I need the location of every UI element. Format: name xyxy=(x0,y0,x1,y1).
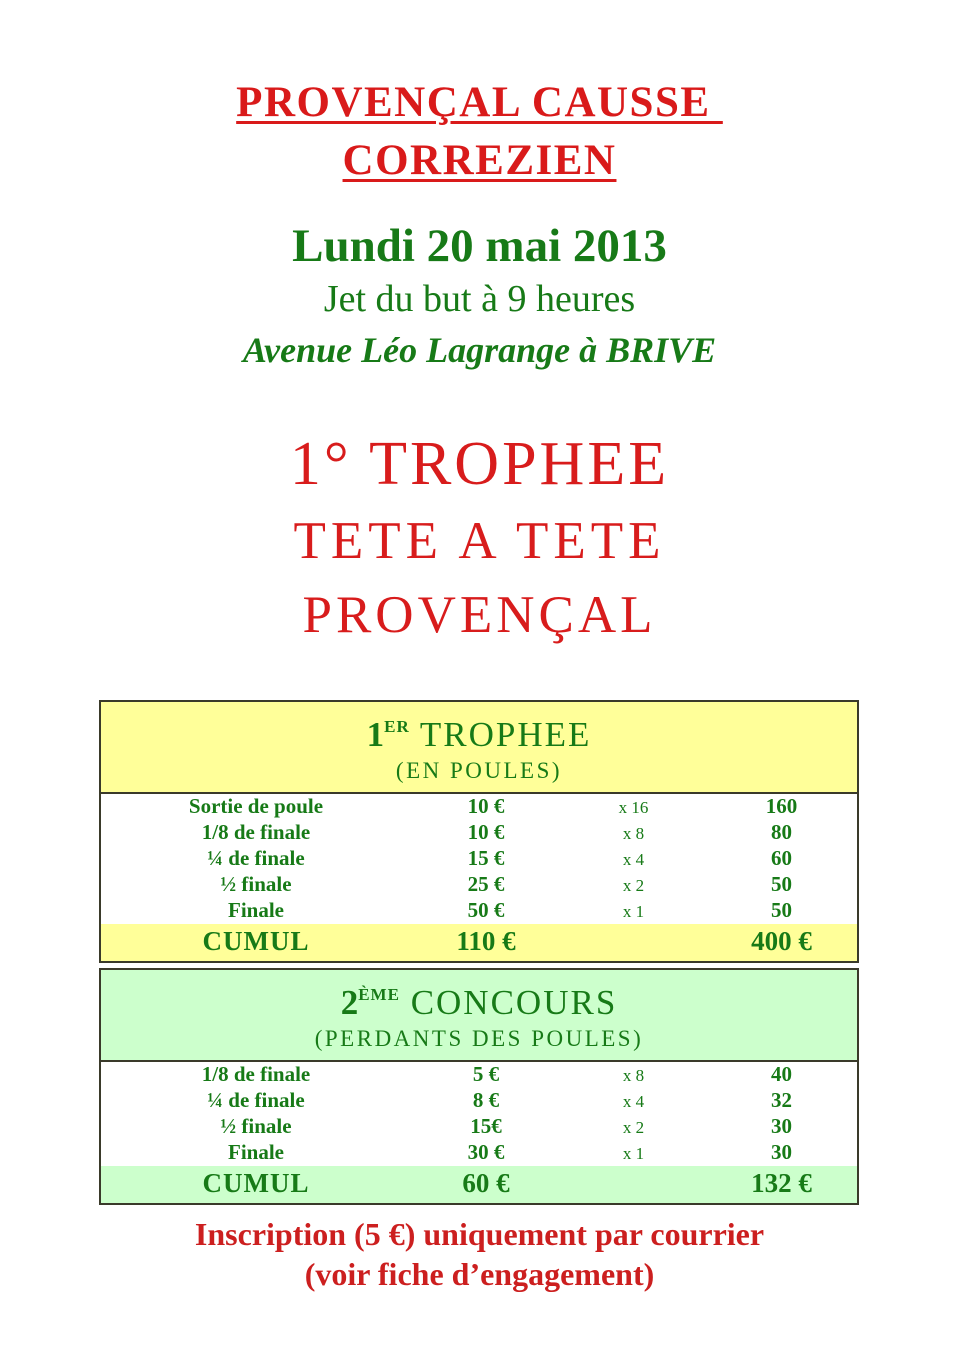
ordinal-suffix: ER xyxy=(384,717,410,736)
row-price: 15€ xyxy=(470,1114,502,1138)
row-price: 30 € xyxy=(467,1140,505,1164)
registration-line-1: Inscription (5 €) uniquement par courrier xyxy=(194,1216,765,1252)
cumul-label: CUMUL xyxy=(202,1168,310,1198)
cumul-label: CUMUL xyxy=(202,926,310,956)
ordinal-suffix: ÈME xyxy=(358,985,400,1004)
row-multiplier: x 4 xyxy=(622,850,645,869)
event-place: Avenue Léo Lagrange à BRIVE xyxy=(242,330,717,370)
headline-line-1: PROVENÇAL CAUSSE xyxy=(236,79,723,126)
cumul-total: 400 € xyxy=(751,926,812,956)
table-cumul-row xyxy=(101,924,857,961)
row-multiplier: x 8 xyxy=(622,1066,645,1085)
row-label: ¼ de finale xyxy=(207,1088,305,1112)
ordinal-number: 1 xyxy=(366,715,385,754)
prize-table-concours xyxy=(99,968,859,1205)
row-price: 50 € xyxy=(467,898,505,922)
row-price: 10 € xyxy=(467,794,505,818)
prize-table-body xyxy=(101,1062,857,1166)
row-price: 5 € xyxy=(472,1062,500,1086)
row-multiplier: x 2 xyxy=(622,1118,645,1137)
row-multiplier: x 8 xyxy=(622,824,645,843)
row-label: ½ finale xyxy=(220,1114,292,1138)
row-label: Sortie de poule xyxy=(188,794,324,818)
row-total: 60 xyxy=(771,846,792,870)
row-label: ¼ de finale xyxy=(207,846,305,870)
cumul-total: 132 € xyxy=(751,1168,812,1198)
row-total: 80 xyxy=(771,820,792,844)
ordinal-number: 2 xyxy=(340,983,359,1022)
table-row xyxy=(101,898,857,924)
event-title-block xyxy=(0,424,959,652)
row-multiplier: x 1 xyxy=(622,902,645,921)
prize-table-title-text: CONCOURS xyxy=(410,983,618,1022)
event-title-line-2: TETE A TETE xyxy=(293,512,666,570)
event-date: Lundi 20 mai 2013 xyxy=(292,220,667,272)
row-price: 15 € xyxy=(467,846,505,870)
table-row xyxy=(101,794,857,820)
table-row xyxy=(101,820,857,846)
prize-table-subtitle: (EN POULES) xyxy=(395,758,563,783)
prize-table-title-text: TROPHEE xyxy=(419,715,592,754)
poster-headline xyxy=(0,74,959,190)
row-total: 50 xyxy=(771,898,792,922)
row-label: Finale xyxy=(228,1140,284,1164)
row-label: ½ finale xyxy=(220,872,292,896)
event-title-line-3: PROVENÇAL xyxy=(302,586,657,644)
prize-table-header xyxy=(101,702,857,794)
row-total: 50 xyxy=(771,872,792,896)
row-multiplier: x 16 xyxy=(618,798,649,817)
cumul-price: 60 € xyxy=(462,1168,510,1198)
headline-line-2: CORREZIEN xyxy=(342,137,617,184)
table-row xyxy=(101,1062,857,1088)
row-price: 8 € xyxy=(472,1088,500,1112)
prize-table-body xyxy=(101,794,857,924)
table-row xyxy=(101,1140,857,1166)
row-total: 40 xyxy=(771,1062,792,1086)
prize-table-trophee xyxy=(99,700,859,963)
row-multiplier: x 4 xyxy=(622,1092,645,1111)
cumul-price: 110 € xyxy=(456,926,516,956)
table-cumul-row xyxy=(101,1166,857,1203)
row-label: 1/8 de finale xyxy=(201,820,311,844)
registration-line-2: (voir fiche d’engagement) xyxy=(304,1256,655,1292)
table-row xyxy=(101,1088,857,1114)
row-price: 25 € xyxy=(467,872,505,896)
table-row xyxy=(101,1114,857,1140)
prize-table-title xyxy=(101,974,857,1024)
row-total: 30 xyxy=(771,1140,792,1164)
event-info-block xyxy=(0,218,959,376)
prize-table-header xyxy=(101,970,857,1062)
row-price: 10 € xyxy=(467,820,505,844)
table-row xyxy=(101,846,857,872)
row-multiplier: x 2 xyxy=(622,876,645,895)
table-row xyxy=(101,872,857,898)
row-total: 160 xyxy=(765,794,798,818)
row-total: 30 xyxy=(771,1114,792,1138)
registration-notice xyxy=(0,1214,959,1294)
event-title-line-1: 1° TROPHEE xyxy=(289,430,670,498)
row-total: 32 xyxy=(771,1088,792,1112)
prize-table-title xyxy=(101,706,857,756)
prize-table-subtitle: (PERDANTS DES POULES) xyxy=(314,1026,644,1051)
row-multiplier: x 1 xyxy=(622,1144,645,1163)
row-label: Finale xyxy=(228,898,284,922)
event-time: Jet du but à 9 heures xyxy=(323,278,636,320)
row-label: 1/8 de finale xyxy=(201,1062,311,1086)
